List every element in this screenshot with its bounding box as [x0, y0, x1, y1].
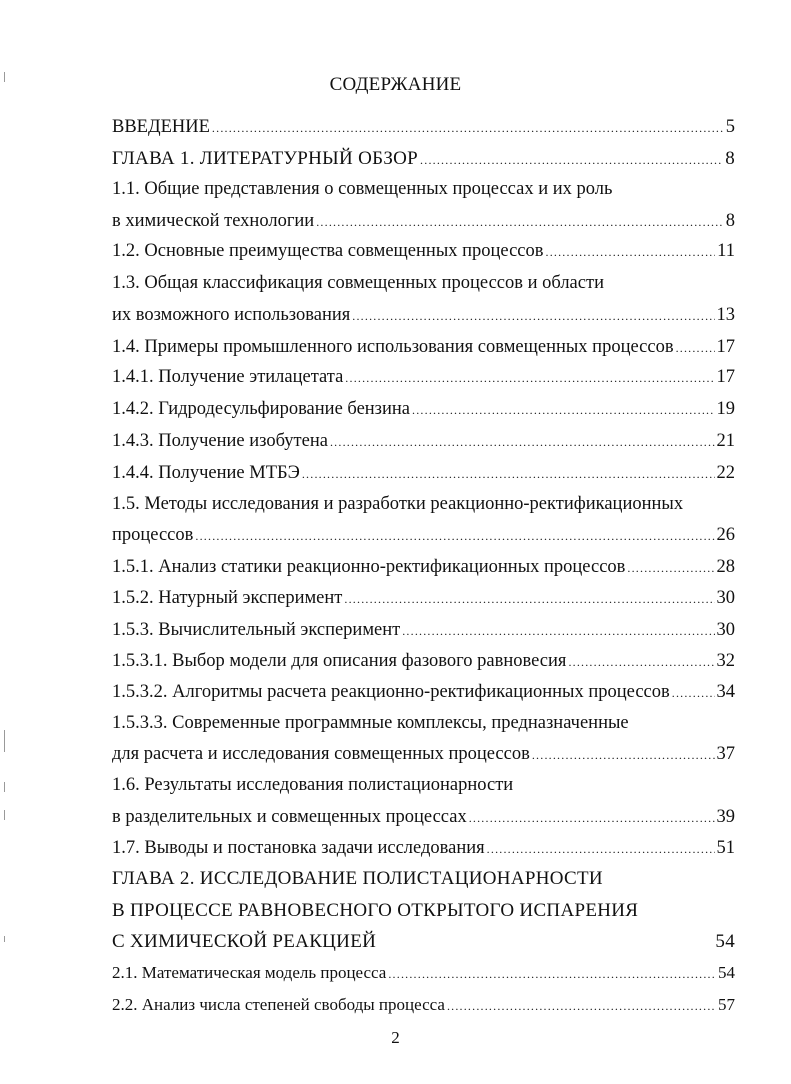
toc-leader-dots: [402, 618, 714, 644]
toc-entry-page: 37: [716, 744, 735, 764]
toc-entry-1-3[interactable]: [112, 302, 735, 328]
toc-entry-text: 1.5. Методы исследования и разработки реакционно-ректификационных: [112, 494, 684, 514]
toc-entry-text: 2.2. Анализ числа степеней свободы процесса: [112, 995, 445, 1014]
toc-entry-page: 34: [716, 682, 735, 702]
toc-leader-dots: [412, 397, 714, 423]
toc-entry-page: 51: [716, 838, 735, 858]
toc-entry-1-5-3[interactable]: [112, 617, 735, 643]
toc-entry-introduction[interactable]: [112, 114, 735, 140]
toc-entry-1-4[interactable]: [112, 334, 735, 360]
toc-entry-2-2[interactable]: [112, 992, 735, 1018]
toc-entry-page: 21: [716, 431, 735, 451]
scan-artifact-mark: [4, 730, 9, 752]
toc-entry-1-5[interactable]: [112, 522, 735, 548]
toc-entry-text: 1.5.3. Вычислительный эксперимент: [112, 620, 401, 640]
toc-entry-text: С ХИМИЧЕСКОЙ РЕАКЦИЕЙ: [112, 931, 377, 952]
toc-entry-chapter-2-line1: [112, 866, 735, 892]
scan-artifact-mark: [4, 936, 9, 942]
toc-entry-text: 1.4.3. Получение изобутена: [112, 431, 328, 451]
toc-entry-page: 28: [716, 557, 735, 577]
toc-entry-text: 1.4. Примеры промышленного использования совмещенных процессов: [112, 337, 674, 357]
toc-entry-1-5-1[interactable]: [112, 554, 735, 580]
toc-entry-page: 8: [725, 211, 735, 231]
toc-leader-dots: [344, 586, 714, 612]
toc-entry-text: 1.5.3.1. Выбор модели для описания фазового равновесия: [112, 651, 567, 671]
toc-entry-text: 1.2. Основные преимущества совмещенных процессов: [112, 241, 544, 261]
toc-leader-dots: [352, 303, 714, 329]
toc-leader-dots: [212, 115, 724, 141]
toc-entry-page: 5: [725, 117, 735, 137]
toc-entry-2-1[interactable]: [112, 960, 735, 986]
toc-entry-page: 19: [716, 399, 735, 419]
toc-entry-text: 1.3. Общая классификация совмещенных процессов и области: [112, 273, 604, 293]
toc-entry-1-5-3-2[interactable]: [112, 679, 735, 705]
toc-entry-text: ГЛАВА 1. ЛИТЕРАТУРНЫЙ ОБЗОР: [112, 148, 419, 169]
toc-entry-text: 1.1. Общие представления о совмещенных процессах и их роль: [112, 179, 613, 199]
toc-leader-dots: [546, 239, 716, 265]
toc-entry-text: 1.4.2. Гидродесульфирование бензина: [112, 399, 411, 419]
toc-entry-text: в химической технологии: [112, 211, 315, 231]
toc-entry-chapter-2-line2: [112, 898, 735, 924]
toc-entry-page: 57: [718, 995, 735, 1014]
toc-entry-1-5-3-3-line1: [112, 710, 735, 736]
toc-leader-dots: [568, 649, 714, 675]
toc-leader-dots: [487, 836, 715, 862]
toc-entry-text: процессов: [112, 525, 194, 545]
toc-entry-text: 1.5.3.3. Современные программные комплексы, предназначенные: [112, 713, 629, 733]
toc-entry-page: 22: [716, 463, 735, 483]
toc-entry-page: 11: [717, 241, 735, 261]
toc-entry-text: 1.6. Результаты исследования полистационарности: [112, 775, 514, 795]
toc-heading: СОДЕРЖАНИЕ: [329, 74, 462, 95]
toc-entry-1-3-line1: [112, 270, 735, 296]
scan-artifact-mark: [4, 810, 9, 820]
toc-entry-text: В ПРОЦЕССЕ РАВНОВЕСНОГО ОТКРЫТОГО ИСПАРЕНИЯ: [112, 900, 639, 921]
toc-entry-text: 1.5.3.2. Алгоритмы расчета реакционно-ректификационных процессов: [112, 682, 670, 702]
toc-entry-page: 8: [725, 148, 735, 169]
toc-entry-1-5-2[interactable]: [112, 585, 735, 611]
toc-entry-1-6[interactable]: [112, 804, 735, 830]
toc-entry-page: 30: [716, 588, 735, 608]
toc-entry-chapter-1[interactable]: [112, 146, 735, 172]
toc-entry-page: 54: [715, 931, 735, 952]
toc-leader-dots: [345, 365, 714, 391]
toc-entry-page: 13: [716, 305, 735, 325]
toc-leader-dots: [316, 209, 724, 235]
toc-leader-dots: [195, 523, 714, 549]
toc-entry-text: 1.5.2. Натурный эксперимент: [112, 588, 343, 608]
toc-entry-text: 1.5.1. Анализ статики реакционно-ректификационных процессов: [112, 557, 626, 577]
toc-entry-page: 17: [716, 367, 735, 387]
toc-entry-text: ВВЕДЕНИЕ: [112, 117, 210, 137]
toc-entry-chapter-2[interactable]: [112, 929, 735, 955]
toc-entry-page: 26: [716, 525, 735, 545]
toc-leader-dots: [447, 993, 716, 1019]
toc-entry-text: в разделительных и совмещенных процессах: [112, 807, 467, 827]
toc-leader-dots: [672, 680, 715, 706]
toc-leader-dots: [420, 147, 723, 173]
toc-entry-text: 1.4.1. Получение этилацетата: [112, 367, 344, 387]
toc-entry-text: 2.1. Математическая модель процесса: [112, 963, 387, 982]
toc-entry-page: 54: [718, 963, 735, 982]
scan-artifact-mark: [4, 72, 9, 82]
toc-entry-page: 30: [716, 620, 735, 640]
toc-entry-1-5-3-3[interactable]: [112, 741, 735, 767]
toc-entry-1-5-line1: [112, 491, 735, 517]
toc-leader-dots: [676, 335, 715, 361]
toc-leader-dots: [532, 742, 715, 768]
toc-leader-dots: [469, 805, 715, 831]
toc-entry-page: 17: [716, 337, 735, 357]
toc-entry-text: ГЛАВА 2. ИССЛЕДОВАНИЕ ПОЛИСТАЦИОНАРНОСТИ: [112, 868, 603, 889]
toc-entry-1-4-3[interactable]: [112, 428, 735, 454]
toc-entry-1-2[interactable]: [112, 238, 735, 264]
toc-leader-dots: [330, 429, 715, 455]
toc-entry-text: их возможного использования: [112, 305, 351, 325]
toc-entry-1-4-1[interactable]: [112, 364, 735, 390]
toc-leader-dots: [627, 555, 714, 581]
toc-entry-1-7[interactable]: [112, 835, 735, 861]
toc-entry-page: 39: [716, 807, 735, 827]
page-number: 2: [391, 1028, 400, 1047]
toc-entry-text: 1.4.4. Получение МТБЭ: [112, 463, 300, 483]
toc-entry-1-4-2[interactable]: [112, 396, 735, 422]
toc-entry-text: 1.7. Выводы и постановка задачи исследования: [112, 838, 485, 858]
toc-entry-text: для расчета и исследования совмещенных процессов: [112, 744, 530, 764]
toc-entry-1-4-4[interactable]: [112, 460, 735, 486]
toc-entry-1-1[interactable]: [112, 208, 735, 234]
toc-entry-page: 32: [716, 651, 735, 671]
toc-leader-dots: [302, 461, 715, 487]
toc-entry-1-1-line1: [112, 176, 735, 202]
toc-entry-1-5-3-1[interactable]: [112, 648, 735, 674]
toc-entry-1-6-line1: [112, 772, 735, 798]
scan-artifact-mark: [4, 782, 9, 792]
toc-leader-dots: [388, 961, 716, 987]
